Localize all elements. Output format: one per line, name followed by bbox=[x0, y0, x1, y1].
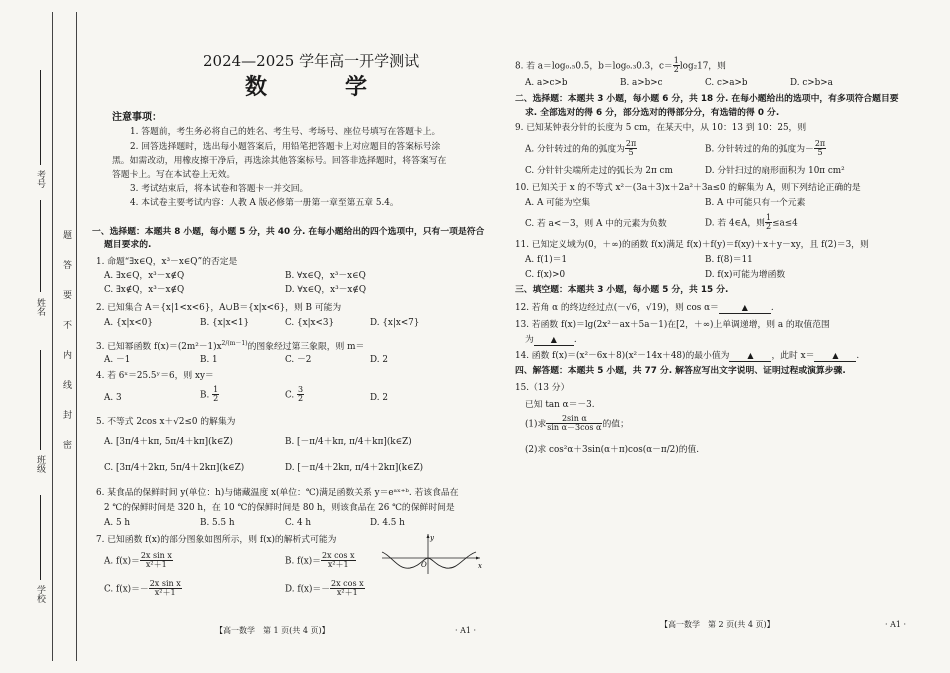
q4-option-b[interactable]: B. $\frac{1}{2}$ bbox=[200, 385, 219, 404]
q1-stem: 1. 命题“∃x∈Q，x³－x∈Q”的否定是 bbox=[96, 257, 238, 267]
q5-option-c[interactable]: C. [3π/4＋2kπ, 5π/4＋2kπ](k∈Z) bbox=[104, 463, 245, 473]
notice-line: 黑。如需改动，用橡皮擦干净后，再选涂其他答案标号。回答非选择题时，将答案写在 bbox=[112, 156, 447, 166]
q13-stem: 13. 若函数 f(x)＝lg(2x²－ax＋5a－1)在[2，＋∞)上单调递增，则 a 的取值范围 bbox=[515, 320, 830, 330]
exam-title: 2024—2025 学年高一开学测试 bbox=[203, 52, 420, 70]
xuexiao-label: 学校 bbox=[35, 585, 45, 603]
q4-option-d[interactable]: D. 2 bbox=[370, 393, 388, 403]
q6-option-b[interactable]: B. 5.5 h bbox=[200, 518, 235, 528]
q6-stem-cont: 2 ℃的保鲜时间是 320 h，在 10 ℃的保鲜时间是 80 h，则该食品在 26 ℃的保鲜时间是 bbox=[104, 503, 455, 513]
q9-option-b[interactable]: B. 分针转过的角的弧度为－ $\frac{2\pi}{5}$ bbox=[705, 139, 826, 158]
q9-option-d[interactable]: D. 分针扫过的扇形面积为 10π cm² bbox=[705, 166, 845, 176]
q7-option-a[interactable]: A. f(x)＝ $\frac{\text{2x sin x}}{\text{x²＋1}}$ bbox=[104, 551, 172, 570]
seal-char: 不 bbox=[63, 321, 73, 331]
kaohao-label: 考号 bbox=[35, 170, 45, 188]
footer-code: · A1 · bbox=[455, 626, 477, 635]
seal-char: 密 bbox=[63, 441, 73, 451]
binding-line bbox=[52, 12, 53, 661]
q14-blank-2[interactable]: ▲ bbox=[814, 351, 856, 362]
q9-option-c[interactable]: C. 分针针尖端所走过的弧长为 2π cm bbox=[525, 166, 673, 176]
q7-stem: 7. 已知函数 f(x)的部分图象如图所示，则 f(x)的解析式可能为 bbox=[96, 535, 337, 545]
q8-stem: 8. 若 a＝log₀.₅0.5，b＝log₀.₃0.3，c＝ $\frac{1}{2}$ log₂17，则 bbox=[515, 56, 726, 75]
q15-part-1: (1)求 $\frac{\text{2sin α}}{\text{sin α－3cos α}}$ 的值； bbox=[525, 414, 629, 433]
q2-stem: 2. 已知集合 A＝{x|1<x<6}，A∪B＝{x|x<6}，则 B 可能为 bbox=[96, 303, 342, 313]
q5-stem: 5. 不等式 2cos x＋√2≤0 的解集为 bbox=[96, 417, 236, 427]
q3-option-d[interactable]: D. 2 bbox=[370, 355, 388, 365]
section-1-heading: 一、选择题：本题共 8 小题，每小题 5 分，共 40 分. 在每小题给出的四个选项中，只有一项是符合 bbox=[92, 227, 485, 237]
q9-option-a[interactable]: A. 分针转过的角的弧度为 $\frac{2\pi}{5}$ bbox=[525, 139, 637, 158]
banji-field[interactable] bbox=[40, 350, 41, 450]
footer-code: · A1 · bbox=[885, 620, 907, 629]
q6-option-d[interactable]: D. 4.5 h bbox=[370, 518, 405, 528]
q5-option-d[interactable]: D. [－π/4＋2kπ, π/4＋2kπ](k∈Z) bbox=[285, 463, 424, 473]
q5-option-a[interactable]: A. [3π/4＋kπ, 5π/4＋kπ](k∈Z) bbox=[104, 437, 233, 447]
notice-line: 1. 答题前，考生务必将自己的姓名、考生号、考场号、座位号填写在答题卡上。 bbox=[130, 127, 441, 137]
q5-option-b[interactable]: B. [－π/4＋kπ, π/4＋kπ](k∈Z) bbox=[285, 437, 412, 447]
notice-line: 4. 本试卷主要考试内容：人教 A 版必修第一册第一章至第五章 5.4。 bbox=[130, 198, 399, 208]
seal-char: 线 bbox=[63, 381, 73, 391]
q13-stem-cont: 为 ▲ . bbox=[525, 335, 577, 345]
footer-page-1: 【高一数学 第 1 页(共 4 页)】 bbox=[215, 626, 330, 635]
q6-option-a[interactable]: A. 5 h bbox=[104, 518, 131, 528]
q8-option-b[interactable]: B. a>b>c bbox=[620, 78, 663, 88]
q11-option-c[interactable]: C. f(x)>0 bbox=[525, 270, 566, 280]
q11-option-b[interactable]: B. f(8)＝11 bbox=[705, 255, 753, 265]
q8-option-c[interactable]: C. c>a>b bbox=[705, 78, 748, 88]
section-2-heading: 二、选择题：本题共 3 小题，每小题 6 分，共 18 分. 在每小题给出的选项中，有多项符合题目要 bbox=[515, 94, 899, 104]
q2-option-a[interactable]: A. {x|x<0} bbox=[104, 318, 153, 328]
q10-stem: 10. 已知关于 x 的不等式 x²－(3a＋3)x＋2a²＋3a≤0 的解集为 A，则下列结论正确的是 bbox=[515, 183, 861, 193]
notice-title: 注意事项： bbox=[112, 112, 162, 123]
q12-stem: 12. 若角 α 的终边经过点(－√6，√19)，则 cos α＝ ▲ . bbox=[515, 303, 774, 313]
q15-given: 已知 tan α＝－3. bbox=[525, 400, 595, 410]
q1-option-b[interactable]: B. ∀x∈Q，x³－x∈Q bbox=[285, 271, 366, 281]
q11-option-d[interactable]: D. f(x)可能为增函数 bbox=[705, 270, 786, 280]
q3-stem: 3. 已知幂函数 $f(x)=(2m^2-1)x^{2/(m-1)}$的图象经过第三象限，则 m＝ bbox=[96, 340, 365, 352]
q3-option-a[interactable]: A. －1 bbox=[104, 355, 131, 365]
q7-option-b[interactable]: B. f(x)＝ $\frac{\text{2x cos x}}{\text{x²＋1}}$ bbox=[285, 551, 355, 570]
q1-option-d[interactable]: D. ∀x∈Q，x³－x∉Q bbox=[285, 285, 367, 295]
q3-option-c[interactable]: C. －2 bbox=[285, 355, 312, 365]
q9-stem: 9. 已知某钟表分针的长度为 5 cm，在某天中，从 10：13 到 10：25，则 bbox=[515, 123, 807, 133]
subject-title: 数 学 bbox=[245, 74, 396, 100]
xingming-field[interactable] bbox=[40, 200, 41, 292]
q11-option-a[interactable]: A. f(1)＝1 bbox=[525, 255, 568, 265]
graph-x-label: x bbox=[478, 562, 482, 570]
q10-option-c[interactable]: C. 若 a<－3，则 A 中的元素为负数 bbox=[525, 219, 667, 229]
seal-char: 题 bbox=[63, 231, 73, 241]
notice-line: 答题卡上。写在本试卷上无效。 bbox=[112, 170, 236, 180]
q8-option-a[interactable]: A. a>c>b bbox=[525, 78, 568, 88]
seal-char: 封 bbox=[63, 411, 73, 421]
q15-part-2: (2)求 cos²α＋3sin(α＋π)cos(α－π/2)的值. bbox=[525, 445, 700, 455]
q15-stem: 15.（13 分） bbox=[515, 383, 570, 393]
xingming-label: 姓名 bbox=[35, 298, 45, 316]
section-3-heading: 三、填空题：本题共 3 小题，每小题 5 分，共 15 分. bbox=[515, 285, 729, 295]
q10-option-b[interactable]: B. A 中可能只有一个元素 bbox=[705, 198, 806, 208]
q6-option-c[interactable]: C. 4 h bbox=[285, 518, 312, 528]
q2-option-c[interactable]: C. {x|x<3} bbox=[285, 318, 335, 328]
binding-strip bbox=[0, 0, 82, 673]
q10-option-d[interactable]: D. 若 4∈A，则 $\frac{1}{2}$ ≤a≤4 bbox=[705, 213, 798, 232]
q7-option-c[interactable]: C. f(x)＝－ $\frac{\text{2x sin x}}{\text{x²＋1}}$ bbox=[104, 579, 181, 598]
q4-option-c[interactable]: C. $\frac{3}{2}$ bbox=[285, 385, 304, 404]
q8-option-d[interactable]: D. c>b>a bbox=[790, 78, 833, 88]
seal-char: 内 bbox=[63, 351, 73, 361]
xuexiao-field[interactable] bbox=[40, 495, 41, 580]
q14-blank-1[interactable]: ▲ bbox=[729, 351, 771, 362]
seal-char: 要 bbox=[63, 291, 73, 301]
q2-option-d[interactable]: D. {x|x<7} bbox=[370, 318, 420, 328]
notice-line: 3. 考试结束后，将本试卷和答题卡一并交回。 bbox=[130, 184, 309, 194]
graph-y-label: y bbox=[430, 534, 434, 542]
q4-stem: 4. 若 6ˣ＝25.5ʸ＝6，则 xy＝ bbox=[96, 371, 214, 381]
q1-option-c[interactable]: C. ∃x∉Q，x³－x∉Q bbox=[104, 285, 185, 295]
section-1-heading-cont: 题目要求的. bbox=[104, 240, 152, 250]
binding-line bbox=[76, 12, 77, 661]
q1-option-a[interactable]: A. ∃x∈Q，x³－x∉Q bbox=[104, 271, 185, 281]
footer-page-2: 【高一数学 第 2 页(共 4 页)】 bbox=[660, 620, 775, 629]
q12-blank[interactable]: ▲ bbox=[719, 303, 771, 314]
notice-line: 2. 回答选择题时，选出每小题答案后，用铅笔把答题卡上对应题目的答案标号涂 bbox=[130, 142, 441, 152]
q6-stem: 6. 某食品的保鲜时间 y(单位：h)与储藏温度 x(单位：℃)满足函数关系 y＝eᵃˣ⁺ᵇ. 若该食品在 bbox=[96, 488, 459, 498]
q7-graph bbox=[380, 530, 485, 578]
seal-char: 答 bbox=[63, 261, 73, 271]
graph-origin-label: O bbox=[421, 561, 427, 569]
section-4-heading: 四、解答题：本题共 5 小题，共 77 分. 解答应写出文字说明、证明过程或演算步骤. bbox=[515, 366, 846, 376]
q11-stem: 11. 已知定义域为(0，＋∞)的函数 f(x)满足 f(x)＋f(y)＝f(xy)＋x＋y－xy，且 f(2)＝3，则 bbox=[515, 240, 869, 250]
section-2-heading-cont: 求. 全部选对的得 6 分，部分选对的得部分分，有选错的得 0 分. bbox=[525, 108, 780, 118]
x-arrow-icon bbox=[476, 557, 480, 560]
q14-stem: 14. 函数 f(x)＝(x²－6x＋8)(x²－14x＋48)的最小值为 ▲ ，此时 x＝ ▲ . bbox=[515, 351, 860, 361]
banji-label: 班级 bbox=[35, 455, 45, 473]
q2-option-b[interactable]: B. {x|x<1} bbox=[200, 318, 250, 328]
kaohao-field[interactable] bbox=[40, 70, 41, 165]
q13-blank[interactable]: ▲ bbox=[534, 335, 574, 346]
q4-option-a[interactable]: A. 3 bbox=[104, 393, 122, 403]
graph-curve bbox=[382, 552, 476, 568]
q7-option-d[interactable]: D. f(x)＝－ $\frac{\text{2x cos x}}{\text{x²＋1}}$ bbox=[285, 579, 364, 598]
q10-option-a[interactable]: A. A 可能为空集 bbox=[525, 198, 591, 208]
q3-option-b[interactable]: B. 1 bbox=[200, 355, 218, 365]
